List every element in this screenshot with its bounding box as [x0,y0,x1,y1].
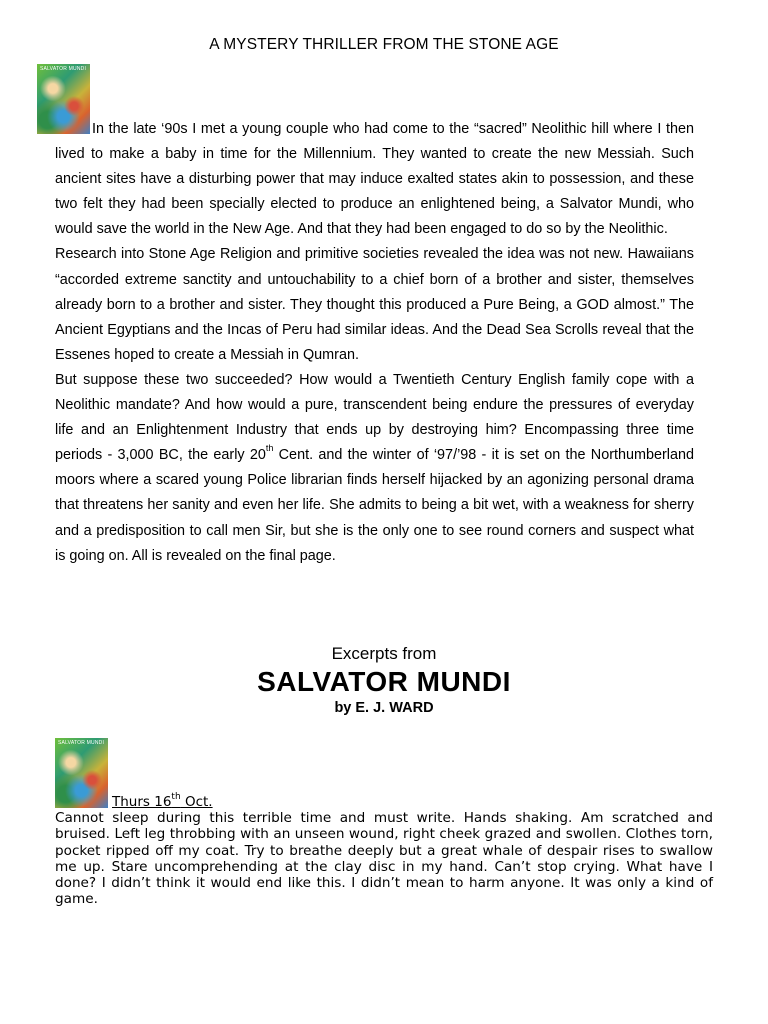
cover-title-text: SALVATOR MUNDI [40,66,87,72]
book-title: SALVATOR MUNDI [257,666,511,697]
excerpts-label: Excerpts from [331,644,437,663]
cover-title-text-small: SALVATOR MUNDI [58,740,105,746]
intro-text [55,117,694,569]
book-cover-image-small [55,738,108,808]
page-title: A MYSTERY THRILLER FROM THE STONE AGE [209,36,559,53]
diary-excerpt: Cannot sleep during this terrible time and must write. Hands shaking. Am scratched and bruised. Left leg throbbing with an unseen wound, right cheek grazed and swollen. Clothes torn, pocket ripped off my coat. Try to breathe deeply but a great whale of despair rises to swallow me up. Stare uncomprehending at the clay disc in my hand. Can’t stop crying. What have I done? I didn’t think it would end like this. I didn’t mean to harm anyone. It was only a kind of game. [55,810,713,908]
intro-paragraph-2: Research into Stone Age Religion and primitive societies revealed the idea was not new. Hawaiians “accorded extreme sanctity and untouchability to a chief born of a brother and sister, themselves already born to a brother and sister. They thought this produced a Pure Being, a GOD almost.” The Ancient Egyptians and the Incas of Peru had similar ideas. And the Dead Sea Scrolls reveal that the Essenes hoped to create a Messiah in Qumran. [55,246,694,363]
book-author: by E. J. WARD [334,700,434,716]
intro-paragraph-3: But suppose these two succeeded? How would a Twentieth Century English family cope with a Neolithic mandate? And how would a pure, transcendent being endure the pressures of everyday life and an Enlightenment Industry that ends up by destroying him? Encompassing three time periods - 3,000 BC, the early 20th Cent. and the winter of ‘97/’98 - it is set on the Northumberland moors where a scared young Police librarian finds herself hijacked by an agonizing personal drama that threatens her sanity and even her life. She admits to being a bit wet, with a weakness for sherry and a predisposition to call men Sir, but she is the only one to see round corners and suspect what is going on. All is revealed on the final page. [55,371,694,564]
diary-date: Thurs 16th Oct. [112,791,213,810]
intro-paragraph-1: In the late ‘90s I met a young couple who had come to the “sacred” Neolithic hill where I then lived to make a baby in time for the Millennium. They wanted to create the new Messiah. Such ancient sites have a disturbing power that may induce exalted states akin to possession, and these two felt they had been specially elected to produce an enlightened being, a Salvator Mundi, who would save the world in the New Age. And that they had been engaged to do so by the Neolithic. [55,121,694,238]
